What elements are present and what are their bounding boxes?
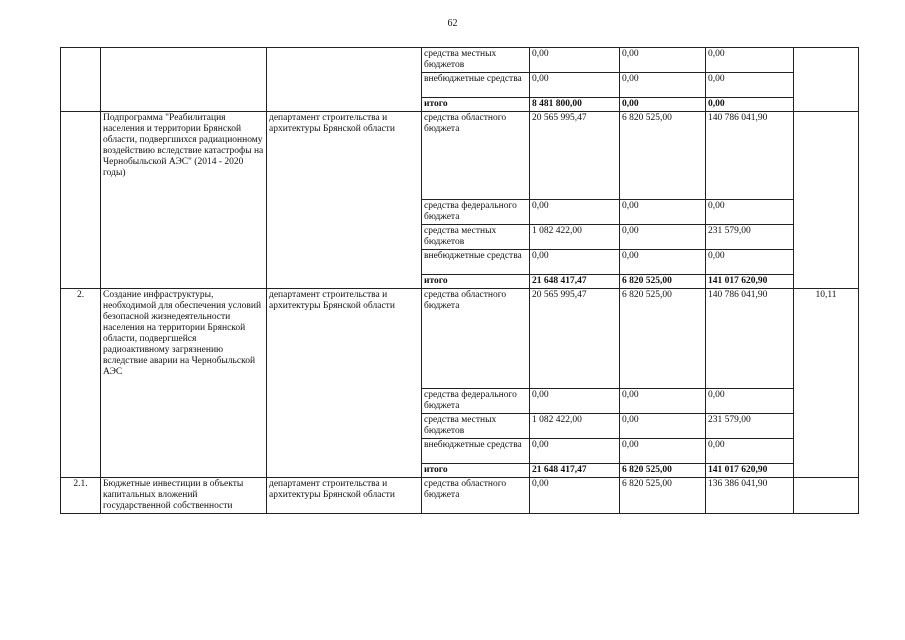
- value-cell: 0,00: [530, 200, 620, 225]
- executor-cell: департамент строительства и архитектуры Брянской области: [267, 112, 422, 289]
- value-cell: 0,00: [620, 225, 706, 250]
- value-cell: 0,00: [706, 250, 794, 275]
- source-cell: средства местных бюджетов: [422, 48, 530, 73]
- value-cell: 0,00: [620, 48, 706, 73]
- num-cell: [61, 112, 101, 289]
- value-cell: 0,00: [530, 439, 620, 464]
- value-cell: 6 820 525,00: [620, 464, 706, 478]
- table-row: [61, 112, 859, 200]
- value-cell: 0,00: [620, 389, 706, 414]
- value-cell: 0,00: [620, 414, 706, 439]
- value-cell: 0,00: [620, 73, 706, 98]
- source-cell: средства местных бюджетов: [422, 225, 530, 250]
- value-cell: 140 786 041,90: [706, 289, 794, 389]
- source-cell: средства областного бюджета: [422, 478, 530, 514]
- value-cell: 231 579,00: [706, 225, 794, 250]
- value-cell: 136 386 041,90: [706, 478, 794, 514]
- value-cell: 0,00: [530, 478, 620, 514]
- name-cell: Бюджетные инвестиции в объекты капитальных вложений государственной собственности: [101, 478, 267, 514]
- value-cell: 0,00: [530, 73, 620, 98]
- value-cell: 20 565 995,47: [530, 289, 620, 389]
- value-cell: 0,00: [530, 48, 620, 73]
- num-cell: [61, 48, 101, 112]
- value-cell: 0,00: [530, 389, 620, 414]
- value-cell: 6 820 525,00: [620, 275, 706, 289]
- executor-cell: [267, 48, 422, 112]
- value-cell: 8 481 800,00: [530, 98, 620, 112]
- value-cell: 1 082 422,00: [530, 225, 620, 250]
- source-cell: средства федерального бюджета: [422, 200, 530, 225]
- value-cell: 0,00: [620, 439, 706, 464]
- source-cell: внебюджетные средства: [422, 439, 530, 464]
- source-cell: средства федерального бюджета: [422, 389, 530, 414]
- source-cell: итого: [422, 464, 530, 478]
- value-cell: 0,00: [620, 250, 706, 275]
- ref-cell: [794, 478, 859, 514]
- source-cell: средства областного бюджета: [422, 289, 530, 389]
- num-cell: 2.1.: [61, 478, 101, 514]
- value-cell: 141 017 620,90: [706, 464, 794, 478]
- value-cell: 0,00: [530, 250, 620, 275]
- value-cell: 21 648 417,47: [530, 275, 620, 289]
- value-cell: 0,00: [706, 48, 794, 73]
- name-cell: [101, 48, 267, 112]
- value-cell: 141 017 620,90: [706, 275, 794, 289]
- name-cell: Создание инфраструктуры, необходимой для обеспечения условий безопасной жизнедеятельности населения на территории Брянской области, подвергшейся радиоактивному загрязнению вследствие аварии на Чернобыльской АЭС: [101, 289, 267, 478]
- value-cell: 231 579,00: [706, 414, 794, 439]
- value-cell: 0,00: [706, 439, 794, 464]
- table-row: [61, 48, 859, 73]
- value-cell: 0,00: [620, 98, 706, 112]
- value-cell: 140 786 041,90: [706, 112, 794, 200]
- value-cell: 0,00: [706, 200, 794, 225]
- ref-cell: 10,11: [794, 289, 859, 478]
- ref-cell: [794, 48, 859, 112]
- executor-cell: департамент строительства и архитектуры Брянской области: [267, 478, 422, 514]
- value-cell: 0,00: [706, 389, 794, 414]
- value-cell: 0,00: [706, 73, 794, 98]
- ref-cell: [794, 112, 859, 289]
- page-number: 62: [447, 18, 458, 29]
- source-cell: внебюджетные средства: [422, 250, 530, 275]
- value-cell: 6 820 525,00: [620, 478, 706, 514]
- value-cell: 21 648 417,47: [530, 464, 620, 478]
- num-cell: 2.: [61, 289, 101, 478]
- value-cell: 0,00: [706, 98, 794, 112]
- source-cell: внебюджетные средства: [422, 73, 530, 98]
- table-row: [61, 478, 859, 514]
- source-cell: итого: [422, 275, 530, 289]
- source-cell: средства местных бюджетов: [422, 414, 530, 439]
- value-cell: 6 820 525,00: [620, 112, 706, 200]
- executor-cell: департамент строительства и архитектуры Брянской области: [267, 289, 422, 478]
- source-cell: средства областного бюджета: [422, 112, 530, 200]
- value-cell: 1 082 422,00: [530, 414, 620, 439]
- value-cell: 0,00: [620, 200, 706, 225]
- name-cell: Подпрограмма "Реабилитация населения и территории Брянской области, подвергшихся радиационному воздействию вследствие катастрофы на Чернобыльской АЭС" (2014 - 2020 годы): [101, 112, 267, 289]
- table-row: [61, 289, 859, 389]
- value-cell: 20 565 995,47: [530, 112, 620, 200]
- budget-table: [60, 47, 859, 514]
- value-cell: 6 820 525,00: [620, 289, 706, 389]
- source-cell: итого: [422, 98, 530, 112]
